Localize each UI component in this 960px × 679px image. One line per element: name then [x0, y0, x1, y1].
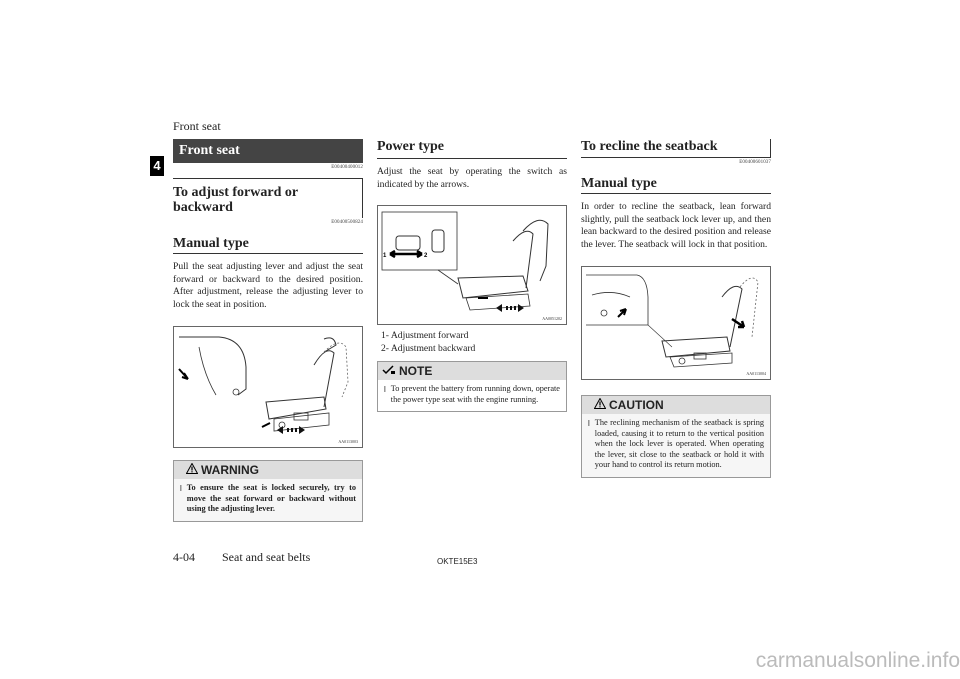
chapter-tab: 4: [150, 156, 164, 176]
note-text: To prevent the battery from running down, operate the power type seat with the engine running.: [390, 384, 560, 404]
warning-box: [173, 460, 363, 522]
bullet-icon: l: [180, 484, 182, 494]
column-adjust-forward-backward: [173, 139, 363, 522]
figure-label-1: 1: [383, 253, 387, 260]
warning-text: To ensure the seat is locked securely, try to move the seat forward or backward without using the adjusting lever.: [186, 483, 356, 514]
figure-code: AA0113003: [338, 439, 358, 445]
caution-box: [581, 395, 771, 478]
caution-label: CAUTION: [609, 398, 664, 413]
warning-header: [174, 461, 362, 479]
figure-code: AA0113004: [746, 371, 766, 377]
adjustment-legend: [377, 330, 567, 355]
note-box: [377, 361, 567, 412]
column-power-type: [377, 139, 567, 412]
section-code: E00400400012: [331, 165, 363, 170]
recline-instructions: In order to recline the seatback, lean forward slightly, pull the seatback lock lever up, and then lean backward to the desired position and release the lever. The seatback will lock in that position.: [581, 201, 771, 250]
footer-section-name: Seat and seat belts: [222, 550, 311, 564]
adjust-instructions: Pull the seat adjusting lever and adjust the seat forward or backward to the desired position. After adjustment, release the adjusting lever to lock the seat in position.: [173, 261, 363, 310]
figure-code: AA0051202: [542, 316, 562, 322]
power-instructions: Adjust the seat by operating the switch as indicated by the arrows.: [377, 166, 567, 190]
power-seat-figure: [377, 205, 567, 325]
manual-type-heading: Manual type: [173, 236, 363, 254]
seat-lever-illustration: [174, 327, 362, 447]
caution-header: [582, 396, 770, 414]
figure-label-2: 2: [424, 253, 428, 260]
note-label: NOTE: [399, 364, 433, 379]
subsection-title-adjust: To adjust forward or backward: [173, 178, 363, 218]
watermark: carmanualsonline.info: [755, 649, 960, 672]
section-title-front-seat: Front seat: [173, 139, 363, 163]
document-code: OKTE15E3: [437, 557, 478, 566]
note-header: [378, 362, 566, 380]
recline-lever-illustration: [582, 267, 770, 379]
caution-triangle-icon: [594, 396, 606, 414]
bullet-icon: l: [384, 385, 386, 395]
warning-triangle-icon: [186, 461, 198, 479]
manual-seat-figure: [173, 326, 363, 448]
note-hand-icon: [382, 362, 396, 380]
bullet-icon: l: [588, 419, 590, 429]
manual-type-heading: Manual type: [581, 176, 771, 194]
legend-item-backward: 2- Adjustment backward: [381, 342, 476, 354]
warning-label: WARNING: [201, 463, 259, 478]
page-number: 4-04: [173, 550, 195, 564]
power-type-heading: Power type: [377, 139, 567, 159]
section-code: E00400601037: [739, 160, 771, 165]
section-title-recline: To recline the seatback: [581, 139, 771, 158]
power-seat-illustration: [378, 206, 566, 324]
subsection-code: E00400500824: [331, 220, 363, 225]
recline-seat-figure: [581, 266, 771, 380]
caution-text: The reclining mechanism of the seatback is spring loaded, causing it to return to the vertical position when the lock lever is operated. When operating the lever, sit close to the seatback or hold it with your hand to control its return motion.: [594, 418, 764, 470]
running-header: Front seat: [173, 119, 221, 133]
legend-item-forward: 1- Adjustment forward: [381, 330, 469, 342]
column-recline: [581, 139, 771, 478]
